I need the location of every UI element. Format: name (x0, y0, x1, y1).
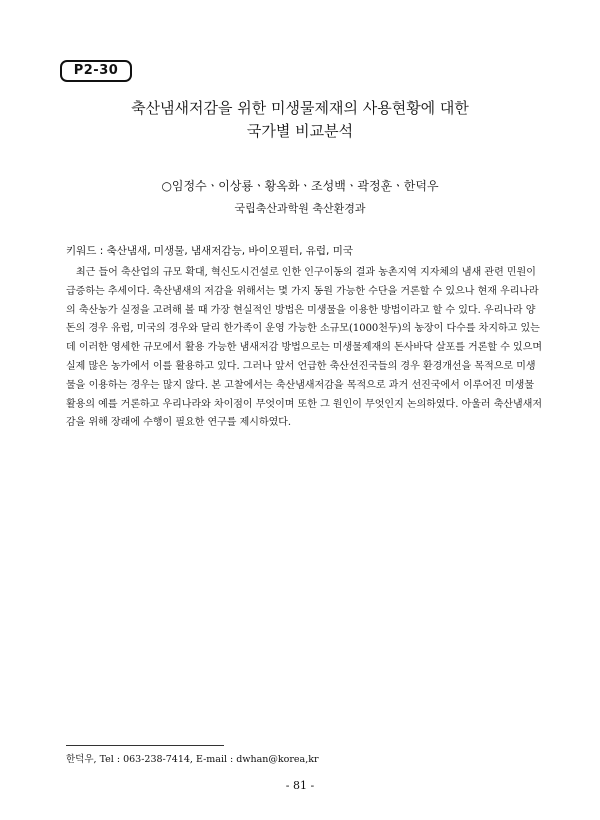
abstract-line: 의 축산농가 실정을 고려해 볼 때 가장 현실적인 방법은 미생물을 이용한 방법이라고 할 수 있다. 우리나라 양 (66, 304, 536, 316)
abstract-line: 급증하는 추세이다. 축산냄새의 저감을 위해서는 몇 가지 동원 가능한 수단을 거론할 수 있으나 현재 우리나라 (66, 285, 539, 297)
abstract-line: 감을 위해 장래에 수행이 필요한 연구를 제시하였다. (66, 417, 292, 429)
abstract-line: 실제 많은 농가에서 이를 활용하고 있다. 그러나 앞서 언급한 축산선진국들의 경우 환경개선을 목적으로 미생 (66, 360, 536, 372)
author-list: ○임정수ㆍ이상룡ㆍ황옥화ㆍ조성백ㆍ곽정훈ㆍ한덕우 (161, 179, 439, 193)
abstract-body (66, 264, 543, 433)
affiliation: 국립축산과학원 축산환경과 (234, 202, 366, 215)
footnote-contact: 한덕우, Tel : 063-238-7414, E-mail : dwhan@korea,kr (66, 754, 319, 765)
poster-number-badge: P2-30 (60, 60, 132, 82)
paper-title-line-2: 국가별 비교분석 (246, 122, 354, 140)
abstract-line: 돈의 경우 유럽, 미국의 경우와 달리 한가족이 운영 가능한 소규모(1000천두)의 농장이 다수를 차지하고 있는 (66, 323, 540, 335)
abstract-line: 데 이러한 영세한 규모에서 활용 가능한 냄새저감 방법으로는 미생물제재의 돈사바닥 살포를 거론할 수 있으며 (66, 342, 543, 354)
abstract-line: 물을 이용하는 경우는 많지 않다. 본 고찰에서는 축산냄새저감을 목적으로 과거 선진국에서 이루어진 미생물 (66, 379, 534, 391)
abstract-line: 최근 들어 축산업의 규모 확대, 혁신도시건설로 인한 인구이동의 결과 농촌지역 지자체의 냄새 관련 민원이 (76, 267, 536, 278)
abstract-line: 활용의 예를 거론하고 우리나라와 차이점이 무엇이며 또한 그 원인이 무엇인지 논의하였다. 아울러 축산냄새저 (66, 398, 543, 410)
paper-title-line-1: 축산냄새저감을 위한 미생물제재의 사용현황에 대한 (131, 99, 469, 117)
footnote-divider (66, 745, 224, 746)
page-number: - 81 - (285, 779, 315, 792)
keywords: 키워드 : 축산냄새, 미생물, 냄새저감능, 바이오필터, 유럽, 미국 (66, 245, 354, 257)
